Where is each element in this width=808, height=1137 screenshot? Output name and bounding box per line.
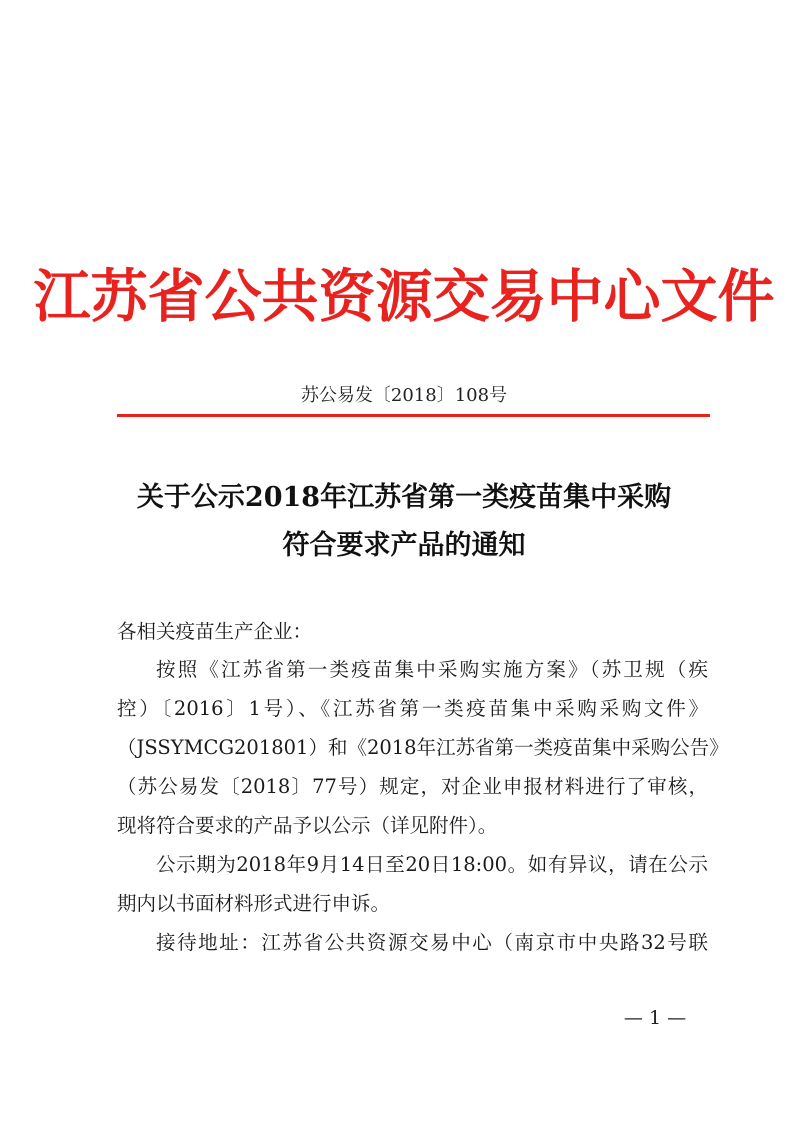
- body-line-3: （JSSYMCG201801）和《2018年江苏省第一类疫苗集中采购公告》: [117, 736, 729, 759]
- red-separator-rule: [117, 414, 710, 417]
- body-line-8: 接待地址：江苏省公共资源交易中心（南京市中央路32号联: [156, 931, 708, 954]
- body-line-7: 期内以书面材料形式进行申诉。: [117, 892, 391, 915]
- notice-title-line-2: 符合要求产品的通知: [282, 530, 526, 561]
- salutation: 各相关疫苗生产企业：: [117, 620, 313, 643]
- body-line-6: 公示期为2018年9月14日至20日18:00。如有异议，请在公示: [156, 853, 708, 876]
- document-number: 苏公易发〔2018〕108号: [300, 385, 508, 406]
- notice-title-line-1: 关于公示2018年江苏省第一类疫苗集中采购: [136, 482, 672, 513]
- body-line-5: 现将符合要求的产品予以公示（详见附件）。: [117, 814, 498, 837]
- body-line-4: （苏公易发〔2018〕77号）规定，对企业申报材料进行了审核，: [117, 775, 708, 798]
- body-line-2: 控）〔2016〕1号）、《江苏省第一类疫苗集中采购采购文件》: [117, 697, 708, 720]
- body-line-1: 按照《江苏省第一类疫苗集中采购实施方案》（苏卫规（疾: [156, 658, 708, 681]
- page-number: — 1 —: [623, 1007, 687, 1029]
- issuer-masthead: 江苏省公共资源交易中心文件: [33, 264, 775, 330]
